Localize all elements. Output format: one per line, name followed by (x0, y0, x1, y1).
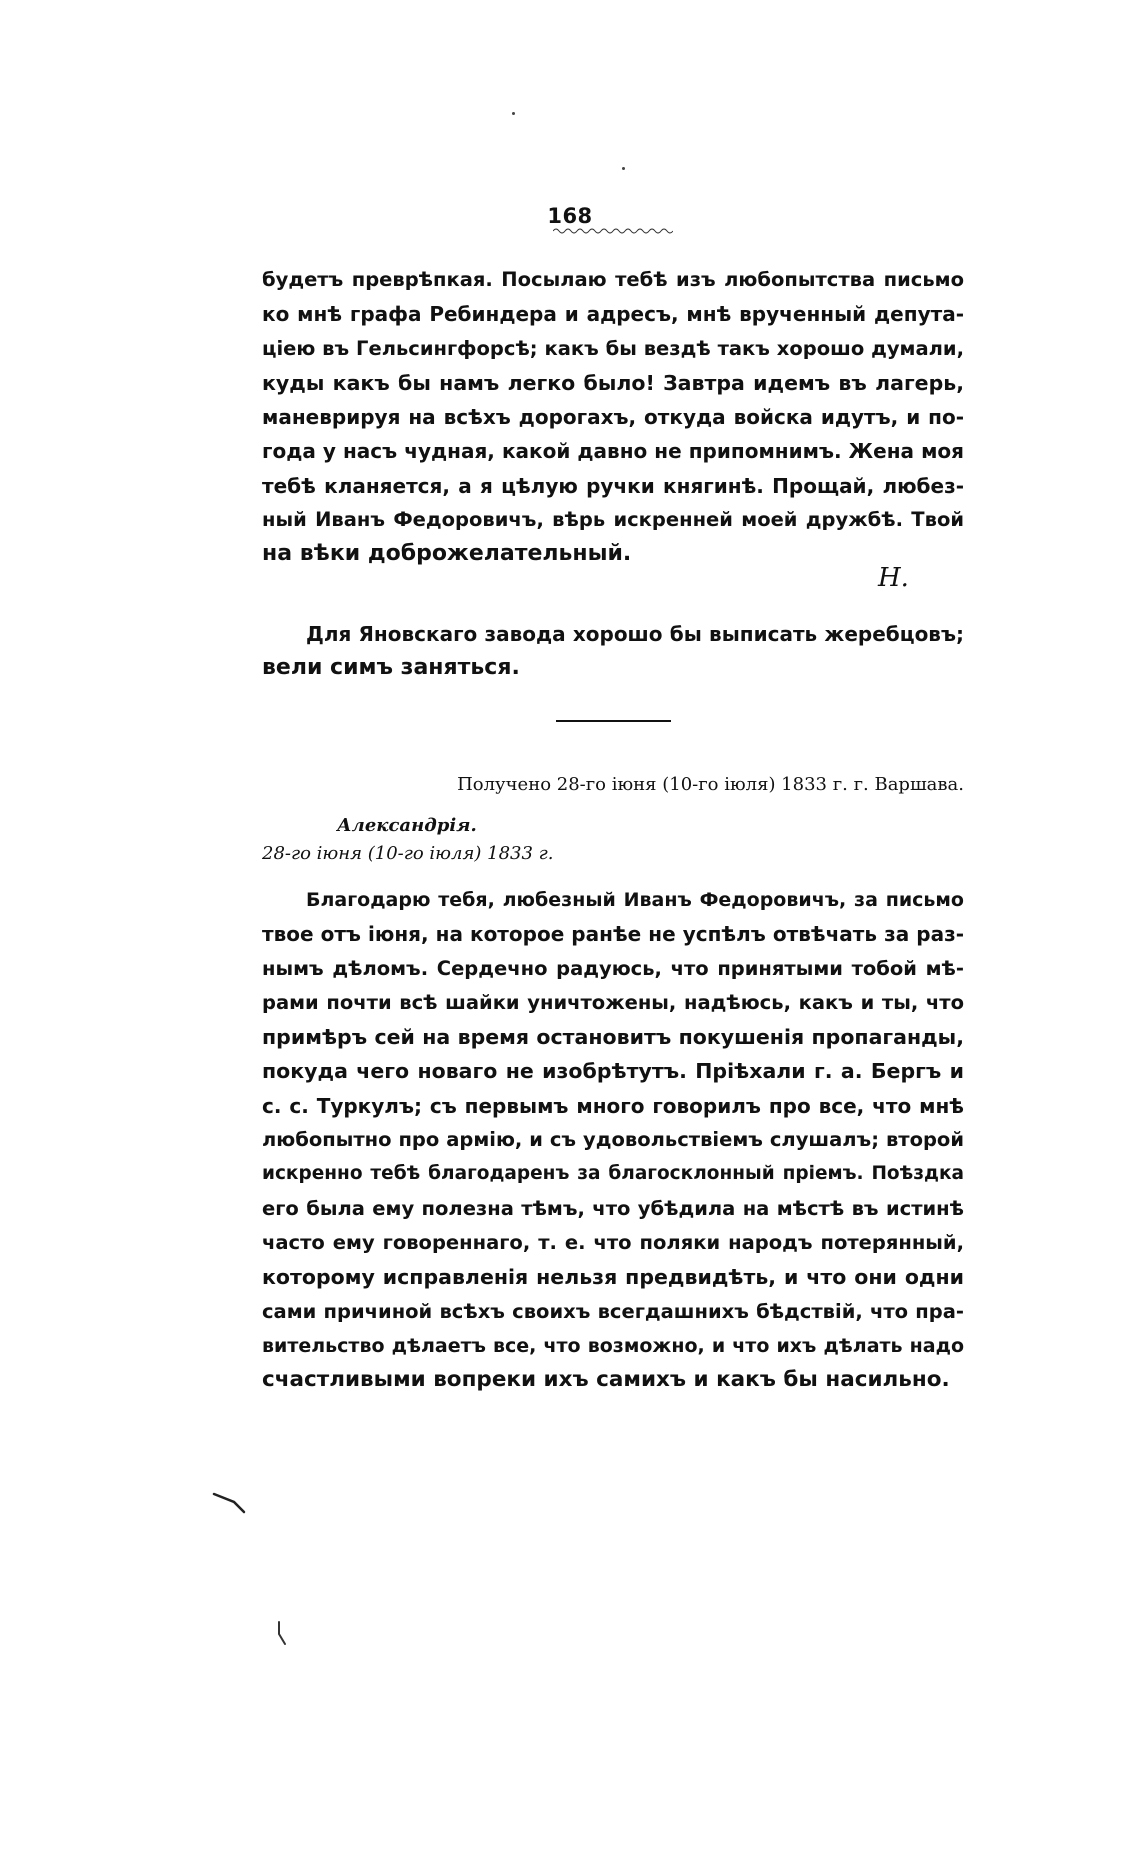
letter2-line: искренно тебѣ благодаренъ за благосклонный пріемъ. Поѣздка (262, 1163, 964, 1185)
letter2-line: с. с. Туркулъ; съ первымъ много говорилъ про все, что мнѣ (262, 1093, 964, 1118)
letter2-line: любопытно про армію, и съ удовольствіемъ слушалъ; второй (262, 1128, 964, 1152)
postscript-line: вели симъ заняться. (262, 655, 520, 681)
received-note: Получено 28-го іюня (10-го іюля) 1833 г. г. Варшава. (457, 774, 964, 795)
letter2-line: часто ему говореннаго, т. е. что поляки народъ потерянный, (262, 1230, 964, 1254)
postscript-line: Для Яновскаго завода хорошо бы выписать жеребцовъ; (306, 622, 964, 646)
letter1-line: будетъ преврѣпкая. Посылаю тебѣ изъ любопытства письмо (262, 268, 964, 291)
letter2-line: рами почти всѣ шайки уничтожены, надѣюсь, какъ и ты, что (262, 990, 964, 1014)
section-separator (556, 720, 671, 722)
letter2-body (262, 883, 964, 1397)
letter2-line: Благодарю тебя, любезный Иванъ Федоровичъ, за письмо (306, 889, 964, 911)
letter1-line: на вѣки доброжелательный. (262, 541, 632, 567)
letter2-line: вительство дѣлаетъ все, что возможно, и что ихъ дѣлать надо (262, 1334, 964, 1357)
letter2-line: его была ему полезна тѣмъ, что убѣдила на мѣстѣ въ истинѣ (262, 1196, 964, 1220)
letter2-line: нымъ дѣломъ. Сердечно радуюсь, что принятыми тобой мѣ- (262, 956, 964, 980)
letter2-line: твое отъ іюня, на которое ранѣе не успѣлъ отвѣчать за раз- (262, 922, 964, 947)
letter1-line: ціею въ Гельсингфорсѣ; какъ бы вездѣ такъ хорошо думали, (262, 336, 964, 360)
letter1-line: ный Иванъ Федоровичъ, вѣрь искренней моей дружбѣ. Твой (262, 508, 964, 532)
letter1-postscript (262, 617, 964, 686)
letter1-line: ко мнѣ графа Ребиндера и адресъ, мнѣ врученный депута- (262, 302, 964, 327)
scan-mark (276, 1620, 288, 1648)
letter1-line: года у насъ чудная, какой давно не припомнимъ. Жена моя (262, 439, 964, 464)
letter1-line: маневрируя на всѣхъ дорогахъ, откуда войска идутъ, и по- (262, 405, 964, 430)
scan-speck (512, 112, 515, 115)
letter2-date: 28-го іюня (10-го іюля) 1833 г. (262, 843, 554, 864)
letter1-line: тебѣ кланяется, а я цѣлую ручки княгинѣ. Прощай, любез- (262, 473, 964, 498)
letter2-line: счастливыми вопреки ихъ самихъ и какъ бы насильно. (262, 1367, 950, 1393)
scan-speck (622, 167, 625, 170)
letter2-line: которому исправленія нельзя предвидѣть, и что они одни (262, 1265, 964, 1290)
page-number: 168 (547, 204, 593, 228)
page-number-ornament (553, 226, 673, 236)
letter1-line: куды какъ бы намъ легко было! Завтра идемъ въ лагерь, (262, 370, 964, 395)
letter2-line: сами причиной всѣхъ своихъ всегдашнихъ бѣдствій, что пра- (262, 1299, 964, 1323)
letter1-signature: Н. (878, 563, 909, 593)
letter2-line: покуда чего новаго не изобрѣтутъ. Пріѣхали г. а. Бергъ и (262, 1059, 964, 1084)
letter2-line: примѣръ сей на время остановитъ покушенія пропаганды, (262, 1025, 964, 1050)
letter2-place: Александрія. (337, 815, 477, 836)
letter1-body (262, 263, 964, 572)
scan-mark (212, 1492, 248, 1514)
